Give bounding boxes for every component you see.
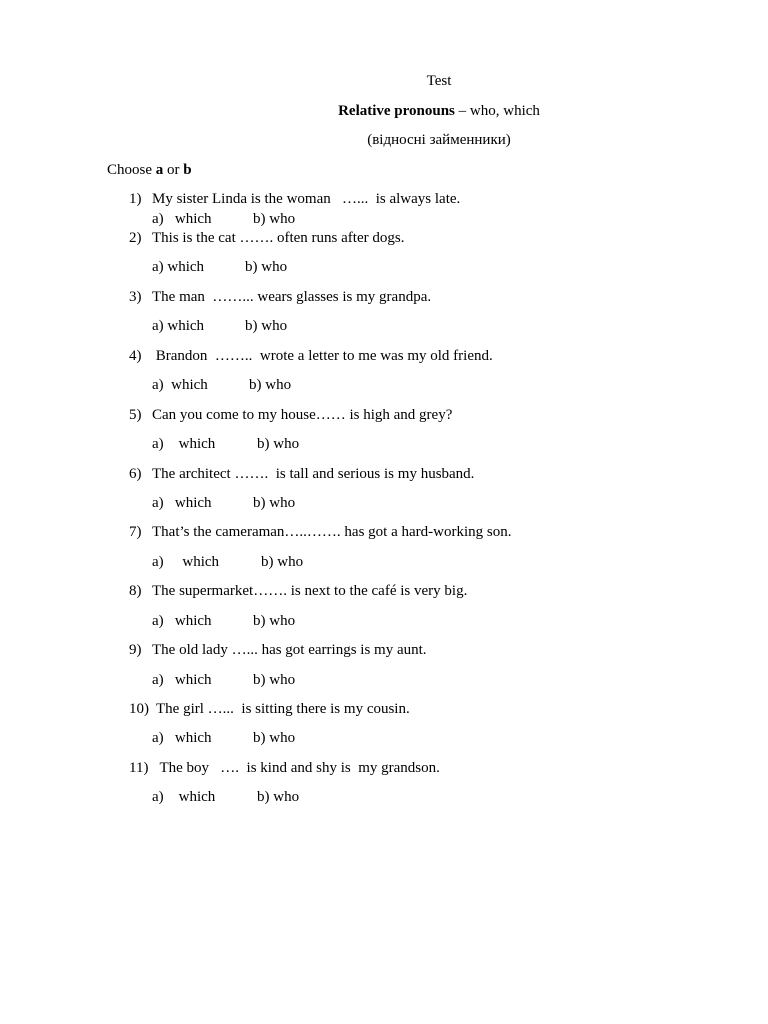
question-number: 5) <box>129 407 142 423</box>
question-number: 10) <box>129 701 149 717</box>
question-text: That’s the cameraman…..……. has got a hard-working son. <box>152 524 512 540</box>
instruction-or: or <box>163 162 184 178</box>
option-b: b) who <box>253 211 296 227</box>
subtitle-bold: Relative pronouns <box>338 103 455 119</box>
option-a: a) which <box>152 554 220 570</box>
subtitle-rest: – who, which <box>454 103 540 119</box>
question-number: 3) <box>129 289 142 305</box>
option-b: b) who <box>253 495 296 511</box>
instruction-option-b: b <box>183 162 192 178</box>
question-number: 8) <box>129 583 142 599</box>
option-a: a) which <box>152 789 216 805</box>
question-text: The architect ……. is tall and serious is my husband. <box>152 466 475 482</box>
instruction-prefix: Choose <box>107 162 156 178</box>
option-b: b) who <box>261 554 304 570</box>
subtitle-translation: (відносні займенники) <box>367 132 511 148</box>
question-text: The old lady …... has got earrings is my aunt. <box>152 642 427 658</box>
question-text: My sister Linda is the woman …... is always late. <box>152 191 461 207</box>
question-text: The girl …... is sitting there is my cousin. <box>156 701 410 717</box>
option-b: b) who <box>245 318 288 334</box>
question-text: This is the cat ……. often runs after dogs. <box>152 230 405 246</box>
option-b: b) who <box>253 672 296 688</box>
question-text: The supermarket……. is next to the café is very big. <box>152 583 468 599</box>
question-number: 9) <box>129 642 142 658</box>
option-b: b) who <box>245 259 288 275</box>
option-b: b) who <box>253 730 296 746</box>
question-text: Brandon …….. wrote a letter to me was my old friend. <box>152 348 493 364</box>
option-a: a) which <box>152 495 212 511</box>
option-a: a) which <box>152 211 212 227</box>
document-title: Test <box>426 73 452 89</box>
option-a: a) which <box>152 436 216 452</box>
option-b: b) who <box>257 436 300 452</box>
question-number: 2) <box>129 230 142 246</box>
option-a: a) which <box>152 318 205 334</box>
instruction-option-a: a <box>155 162 164 178</box>
question-number: 6) <box>129 466 142 482</box>
option-a: a) which <box>152 730 212 746</box>
question-number: 4) <box>129 348 142 364</box>
question-text: Can you come to my house…… is high and grey? <box>152 407 453 423</box>
option-a: a) which <box>152 377 208 393</box>
document-subtitle <box>0 103 768 120</box>
question-number: 11) <box>129 760 149 776</box>
option-b: b) who <box>257 789 300 805</box>
option-b: b) who <box>253 613 296 629</box>
instruction <box>107 162 192 179</box>
question-number: 1) <box>129 191 142 207</box>
question-text: The man ……... wears glasses is my grandpa. <box>152 289 432 305</box>
option-a: a) which <box>152 259 205 275</box>
option-b: b) who <box>249 377 292 393</box>
question-text: The boy …. is kind and shy is my grandson. <box>156 760 440 776</box>
option-a: a) which <box>152 613 212 629</box>
question-number: 7) <box>129 524 142 540</box>
option-a: a) which <box>152 672 212 688</box>
